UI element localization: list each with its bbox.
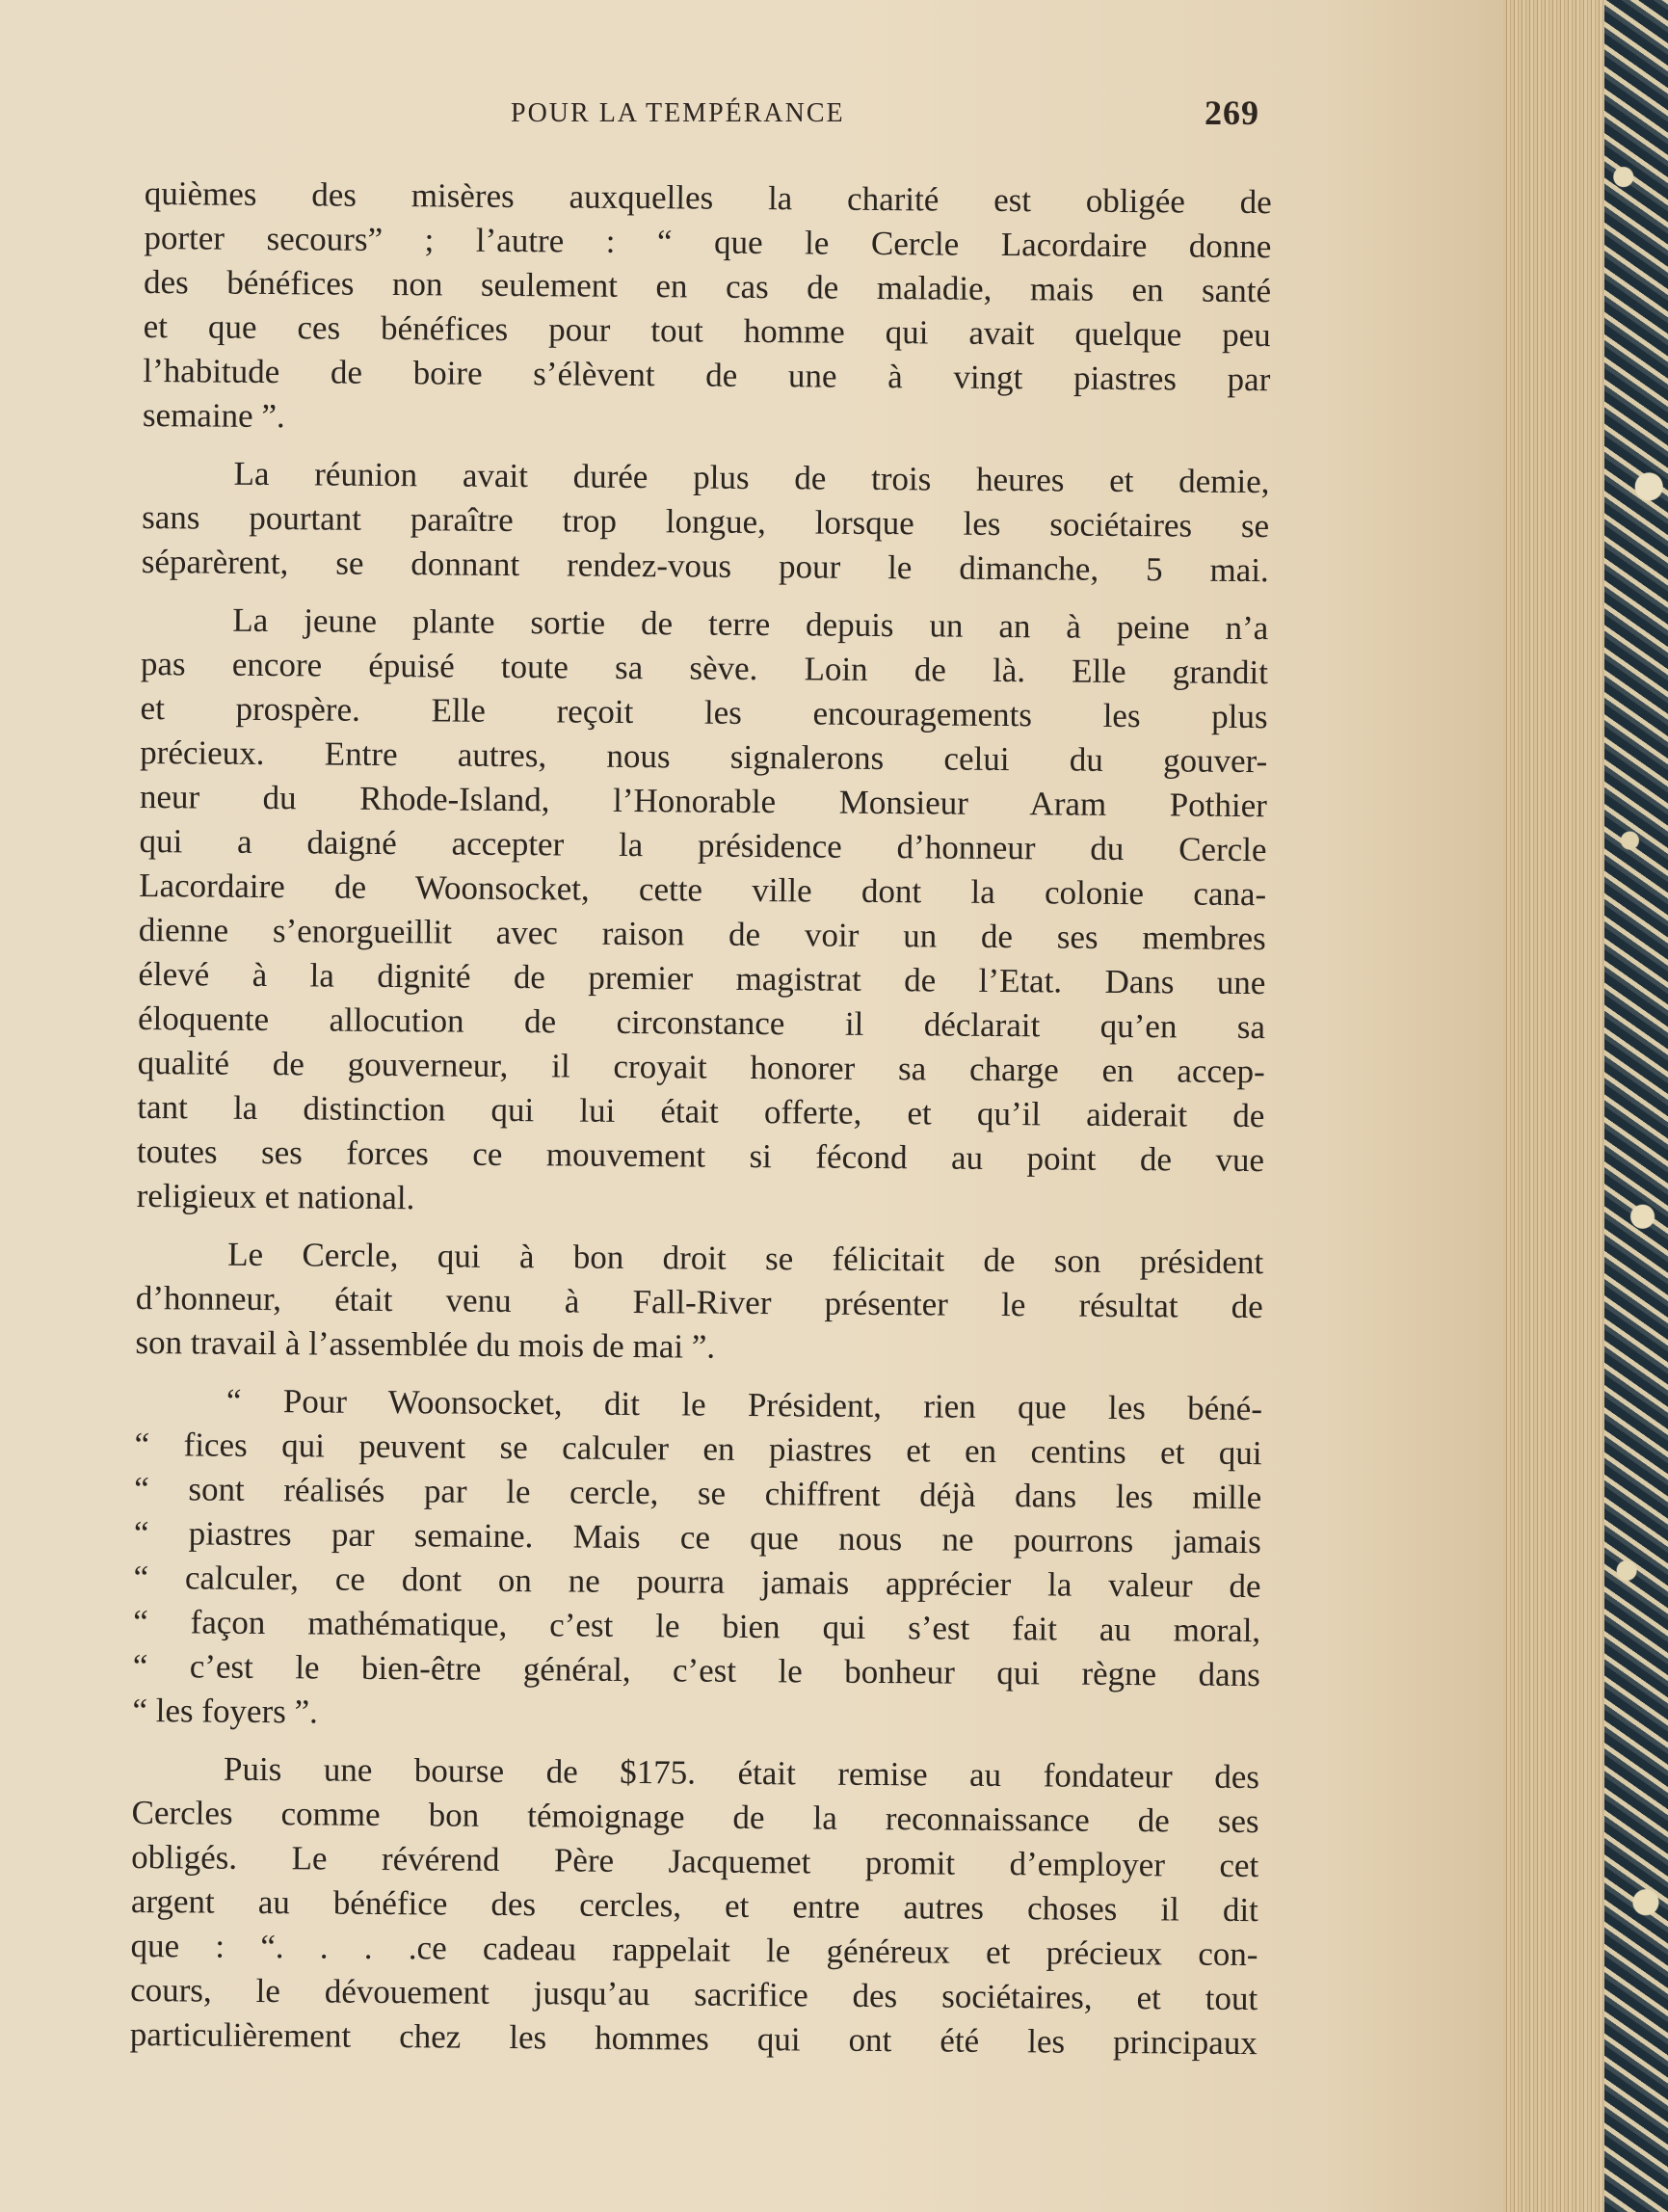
text-line: que : “. . . .ce cadeau rappelait le généreux et précieux con- xyxy=(130,1926,1258,1974)
paragraph-4 xyxy=(135,1232,1263,1373)
quotation-paragraph xyxy=(132,1378,1262,1742)
text-line: neur du Rhode-Island, l’Honorable Monsieur Aram Pothier xyxy=(139,777,1268,825)
running-title: POUR LA TEMPÉRANCE xyxy=(511,98,845,128)
text-line: cours, le dévouement jusqu’au sacrifice des sociétaires, et tout xyxy=(130,1970,1258,2018)
text-line: semaine ”. xyxy=(142,395,285,436)
text-line: “ calculer, ce dont on ne pourra jamais apprécier la valeur de xyxy=(133,1558,1261,1606)
paragraph-6 xyxy=(130,1746,1259,2065)
text-line: et prospère. Elle reçoit les encouragements les plus xyxy=(140,688,1268,736)
text-line: quièmes des misères auxquelles la charité est obligée de xyxy=(144,173,1272,222)
text-line: d’honneur, était venu à Fall-River présenter le résultat de xyxy=(135,1278,1263,1326)
text-line: “ fices qui peuvent se calculer en piastres et en centins et qui xyxy=(134,1425,1262,1473)
text-line: “ piastres par semaine. Mais ce que nous ne pourrons jamais xyxy=(133,1513,1262,1561)
text-line: argent au bénéfice des cercles, et entre autres choses il dit xyxy=(130,1881,1259,1930)
text-line: Cercles comme bon témoignage de la reconnaissance de ses xyxy=(131,1793,1259,1841)
page-stack-edges xyxy=(1503,0,1604,2212)
marbled-cover-edge xyxy=(1604,0,1668,2212)
text-line: qualité de gouverneur, il croyait honorer sa charge en accep- xyxy=(137,1043,1265,1091)
running-head xyxy=(145,93,1282,131)
text-line: dienne s’enorgueillit avec raison de voir un de ses membres xyxy=(138,910,1266,958)
text-line: toutes ses forces ce mouvement si fécond au point de vue xyxy=(136,1132,1265,1180)
paragraph-1 xyxy=(143,172,1272,446)
text-line: et que ces bénéfices pour tout homme qui avait quelque peu xyxy=(143,306,1271,355)
text-line: particulièrement chez les hommes qui ont été les principaux xyxy=(129,2014,1258,2063)
text-line: obligés. Le révérend Père Jacquemet promit d’employer cet xyxy=(131,1837,1259,1885)
text-line: des bénéfices non seulement en cas de maladie, mais en santé xyxy=(143,262,1272,310)
text-line: tant la distinction qui lui était offerte, et qu’il aiderait de xyxy=(137,1087,1265,1135)
text-line: “ les foyers ”. xyxy=(132,1691,319,1731)
text-line: sans pourtant paraître trop longue, lorsque les sociétaires se xyxy=(142,497,1270,546)
text-line: pas encore épuisé toute sa sève. Loin de là. Elle grandit xyxy=(140,644,1269,692)
text-line: porter secours” ; l’autre : “ que le Cercle Lacordaire donne xyxy=(144,218,1272,266)
text-line: religieux et national. xyxy=(136,1176,415,1217)
page-number: 269 xyxy=(1205,93,1259,132)
text-line: “ c’est le bien-être général, c’est le bonheur qui règne dans xyxy=(132,1646,1260,1694)
text-line: précieux. Entre autres, nous signalerons celui du gouver- xyxy=(140,733,1268,781)
text-line: “ façon mathématique, c’est le bien qui s’est fait au moral, xyxy=(133,1602,1261,1650)
body-text xyxy=(130,172,1272,2079)
text-line: La réunion avait durée plus de trois heures et demie, xyxy=(233,454,1270,501)
text-line: élevé à la dignité de premier magistrat de l’Etat. Dans une xyxy=(138,954,1266,1002)
text-line: “ Pour Woonsocket, dit le Président, rien que les béné- xyxy=(225,1381,1263,1428)
text-line: Puis une bourse de $175. était remise au fondateur des xyxy=(223,1749,1260,1797)
text-line: éloquente allocution de circonstance il déclarait qu’en sa xyxy=(137,999,1266,1047)
text-line: son travail à l’assemblée du mois de mai ”. xyxy=(135,1322,716,1366)
paragraph-2 xyxy=(142,451,1270,593)
text-line: l’habitude de boire s’élèvent de une à vingt piastres par xyxy=(143,351,1271,399)
text-line: séparèrent, se donnant rendez-vous pour le dimanche, 5 mai. xyxy=(141,542,1269,590)
book-spine-edge xyxy=(1503,0,1668,2212)
text-line: Le Cercle, qui à bon droit se félicitait de son président xyxy=(227,1235,1264,1282)
text-line: La jeune plante sortie de terre depuis un an à peine n’a xyxy=(232,600,1269,648)
text-line: qui a daigné accepter la présidence d’honneur du Cercle xyxy=(139,821,1267,869)
text-line: “ sont réalisés par le cercle, se chiffrent déjà dans les mille xyxy=(134,1469,1262,1517)
text-line: Lacordaire de Woonsocket, cette ville dont la colonie cana- xyxy=(139,866,1267,914)
paragraph-3 xyxy=(136,598,1268,1227)
